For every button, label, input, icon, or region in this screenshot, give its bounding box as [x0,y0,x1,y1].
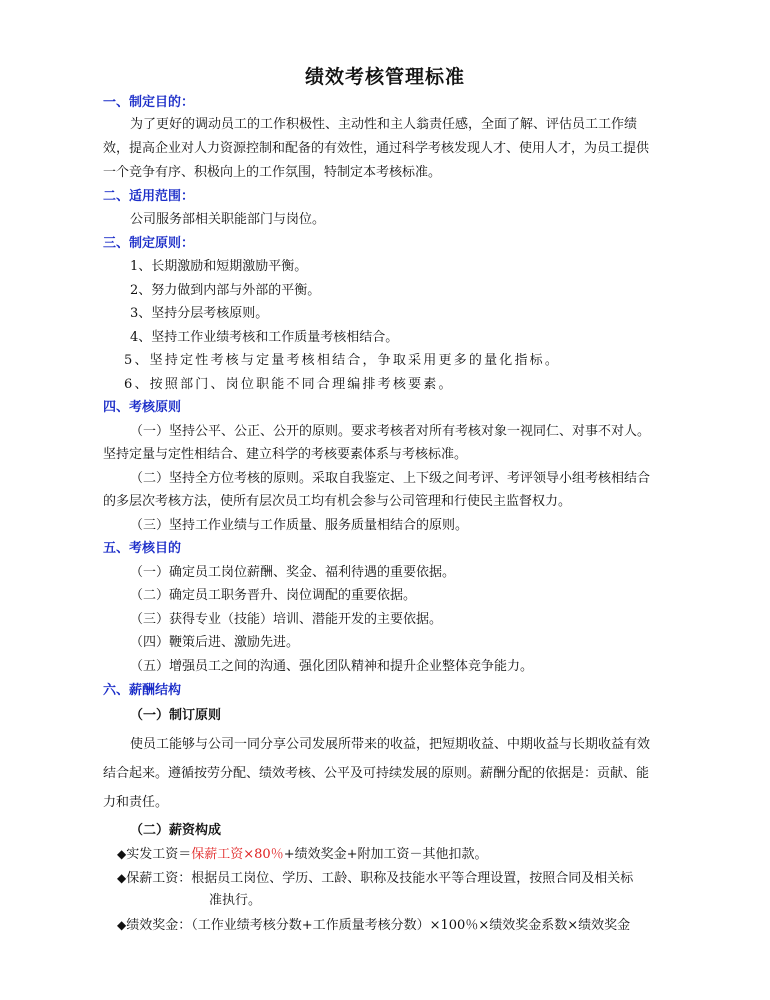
formula-highlight: 保薪工资×80％ [191,847,284,862]
paragraph-line: （一）坚持公平、公正、公开的原则。要求考核者对所有考核对象一视同仁、对事不对人。 [130,424,651,439]
paragraph-line: 使员工能够与公司一同分享公司发展所带来的收益，把短期收益、中期收益与长期收益有效 [130,737,651,752]
formula-base-salary [117,870,633,887]
list-item: （一）确定员工岗位薪酬、奖金、福利待遇的重要依据。 [130,565,456,580]
paragraph-line: （三）坚持工作业绩与工作质量、服务质量相结合的原则。 [130,518,469,533]
list-item: （五）增强员工之间的沟通、强化团队精神和提升企业整体竞争能力。 [130,659,534,674]
formula-continuation: 准执行。 [209,893,262,908]
list-item: 1、长期激励和短期激励平衡。 [130,259,308,274]
list-item: 2、努力做到内部与外部的平衡。 [130,283,321,298]
subheading-salary-composition: （二）薪资构成 [130,823,222,838]
paragraph-line: 公司服务部相关职能部门与岗位。 [130,212,326,227]
list-item: （四）鞭策后进、激励先进。 [130,635,300,650]
paragraph-line: 一个竞争有序、积极向上的工作氛围，特制定本考核标准。 [103,165,442,180]
formula-text: 保薪工资：根据员工岗位、学历、工龄、职称及技能水平等合理设置，按照合同及相关标 [126,871,634,886]
diamond-bullet-icon: ◆ [117,918,127,932]
paragraph-line: （二）坚持全方位考核的原则。采取自我鉴定、上下级之间考评、考评领导小组考核相结合 [130,471,651,486]
section-heading-purpose: 一、制定目的： [103,95,195,110]
subheading-principle: （一）制订原则 [130,708,222,723]
section-heading-salary-structure: 六、薪酬结构 [103,683,182,698]
list-item: 3、坚持分层考核原则。 [130,306,269,321]
formula-prefix: 实发工资＝ [126,847,192,862]
diamond-bullet-icon: ◆ [117,871,127,885]
list-item: 4、坚持工作业绩考核和工作质量考核相结合。 [130,330,399,345]
paragraph-line: 坚持定量与定性相结合、建立科学的考核要素体系与考核标准。 [103,447,468,462]
paragraph-line: 为了更好的调动员工的工作积极性、主动性和主人翁责任感，全面了解、评估员工工作绩 [130,117,638,132]
list-item: （二）确定员工职务晋升、岗位调配的重要依据。 [130,588,417,603]
section-heading-assessment-principles: 四、考核原则 [103,400,182,415]
formula-suffix: +绩效奖金+附加工资－其他扣款。 [283,847,488,862]
formula-performance-bonus [117,917,630,934]
list-item: （三）获得专业（技能）培训、潜能开发的主要依据。 [130,612,443,627]
section-heading-principles: 三、制定原则： [103,236,195,251]
section-heading-assessment-objectives: 五、考核目的 [103,541,182,556]
paragraph-line: 的多层次考核方法，使所有层次员工均有机会参与公司管理和行使民主监督权力。 [103,494,572,509]
paragraph-line: 结合起来。遵循按劳分配、绩效考核、公平及可持续发展的原则。薪酬分配的依据是：贡献、能 [103,766,650,781]
diamond-bullet-icon: ◆ [117,847,127,861]
formula-actual-salary [117,846,487,863]
document-title: 绩效考核管理标准 [304,66,465,88]
paragraph-line: 力和责任。 [103,795,169,810]
list-item: 5、坚持定性考核与定量考核相结合，争取采用更多的量化指标。 [124,353,561,368]
formula-text: 绩效奖金：（工作业绩考核分数+工作质量考核分数）×100％×绩效奖金系数×绩效奖金 [126,918,631,933]
section-heading-scope: 二、适用范围： [103,189,195,204]
paragraph-line: 效，提高企业对人力资源控制和配备的有效性，通过科学考核发现人才、使用人才，为员工提供 [103,141,650,156]
list-item: 6、按照部门、岗位职能不同合理编排考核要素。 [124,377,454,392]
